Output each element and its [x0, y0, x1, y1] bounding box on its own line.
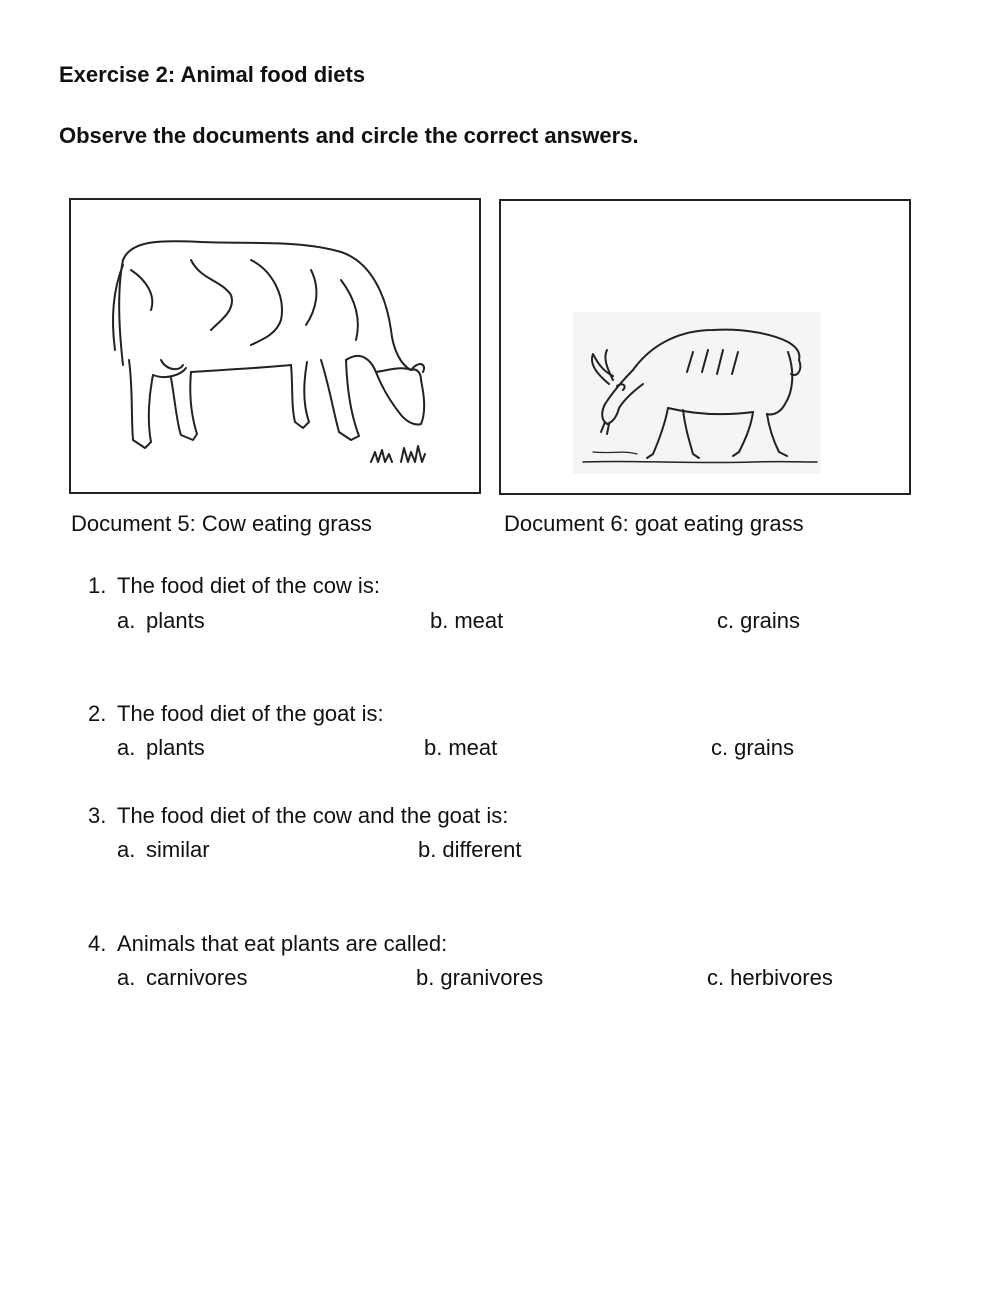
option-letter: a. — [117, 837, 136, 862]
question-number: 4. — [88, 931, 107, 956]
option-letter: a. — [117, 608, 136, 633]
exercise-title: Exercise 2: Animal food diets — [59, 62, 366, 87]
question-4 — [88, 931, 447, 957]
document-6-caption: Document 6: goat eating grass — [504, 511, 804, 536]
question-3-option-b[interactable] — [418, 837, 521, 863]
question-number: 2. — [88, 701, 107, 726]
question-4-option-c[interactable] — [707, 965, 833, 991]
option-letter: b. — [416, 965, 435, 990]
instruction-text: Observe the documents and circle the correct answers. — [59, 123, 639, 148]
question-4-option-a[interactable] — [117, 965, 247, 991]
question-number: 1. — [88, 573, 107, 598]
option-text: similar — [146, 837, 210, 862]
option-letter: b. — [430, 608, 449, 633]
option-letter: b. — [424, 735, 443, 760]
question-4-option-b[interactable] — [416, 965, 543, 991]
option-letter: a. — [117, 735, 136, 760]
option-letter: c. — [707, 965, 725, 990]
option-text: carnivores — [146, 965, 248, 990]
question-1 — [88, 573, 380, 599]
option-text: different — [442, 837, 522, 862]
question-text: The food diet of the cow is: — [117, 573, 380, 598]
document-6-frame — [499, 199, 911, 495]
question-number: 3. — [88, 803, 107, 828]
option-text: grains — [740, 608, 801, 633]
option-text: granivores — [440, 965, 544, 990]
option-text: herbivores — [730, 965, 833, 990]
option-letter: a. — [117, 965, 136, 990]
question-3-option-a[interactable] — [117, 837, 210, 863]
question-3 — [88, 803, 508, 829]
option-letter: b. — [418, 837, 437, 862]
question-2-option-c[interactable] — [711, 735, 794, 761]
option-text: plants — [146, 735, 205, 760]
goat-illustration — [573, 312, 821, 474]
option-text: meat — [448, 735, 498, 760]
cow-illustration — [71, 200, 479, 492]
question-text: Animals that eat plants are called: — [117, 931, 448, 956]
document-5-caption: Document 5: Cow eating grass — [71, 511, 372, 536]
question-2-option-b[interactable] — [424, 735, 497, 761]
document-5-frame — [69, 198, 481, 494]
question-2-option-a[interactable] — [117, 735, 205, 761]
question-text: The food diet of the goat is: — [117, 701, 384, 726]
question-1-option-c[interactable] — [717, 608, 800, 634]
option-letter: c. — [711, 735, 729, 760]
question-1-option-b[interactable] — [430, 608, 503, 634]
question-text: The food diet of the cow and the goat is: — [117, 803, 509, 828]
option-text: meat — [454, 608, 504, 633]
question-1-option-a[interactable] — [117, 608, 205, 634]
option-letter: c. — [717, 608, 735, 633]
question-2 — [88, 701, 384, 727]
option-text: grains — [734, 735, 795, 760]
option-text: plants — [146, 608, 205, 633]
